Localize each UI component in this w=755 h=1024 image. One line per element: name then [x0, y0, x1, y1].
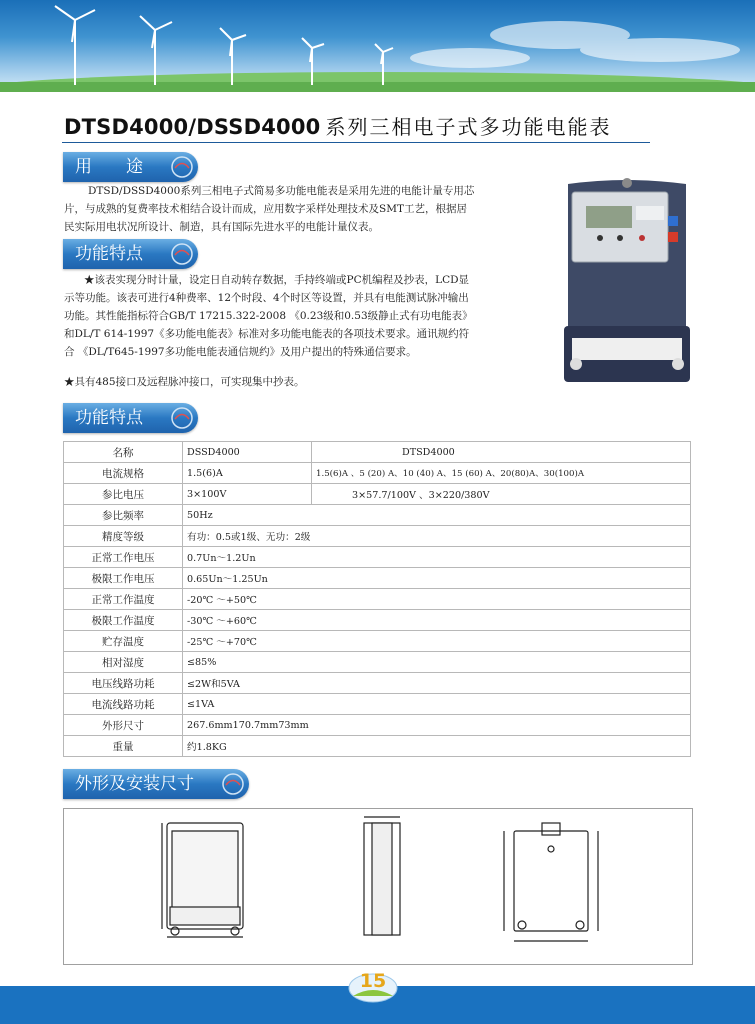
table-row: [64, 694, 691, 715]
table-row: [64, 589, 691, 610]
row-value-dtsd: 1.5(6)A 、5 (20) A、10 (40) A、15 (60) A、20(80)A、30(100)A: [312, 463, 691, 484]
usage-line: DTSD/DSSD4000系列三相电子式简易多功能电能表是采用先进的电能计量专用芯: [88, 185, 475, 197]
emblem-icon: [170, 155, 194, 179]
section-heading-features-label: 功能特点: [75, 244, 143, 264]
emblem-icon: [170, 242, 194, 266]
header-banner: [0, 0, 755, 92]
page-title: [64, 111, 704, 143]
title-model: DTSD4000/DSSD4000: [64, 115, 321, 139]
table-header-row: [64, 442, 691, 463]
row-label: 电压线路功耗: [64, 673, 183, 694]
row-label: 精度等级: [64, 526, 183, 547]
row-label: 参比频率: [64, 505, 183, 526]
features-paragraph: [64, 271, 538, 289]
features-line: 和DL/T 614-1997《多功能电能表》标准对多功能电能表的各项技术要求。通讯规约符: [64, 328, 470, 340]
table-row: [64, 547, 691, 568]
usage-paragraph-cont: [64, 200, 538, 236]
section-heading-specs-label: 功能特点: [75, 408, 143, 428]
dimension-drawing-box: [63, 808, 693, 965]
table-header-cell: DTSD4000: [312, 442, 691, 463]
row-value: 有功：0.5或1级、无功：2级: [183, 526, 691, 547]
row-label: 正常工作电压: [64, 547, 183, 568]
row-value: -30℃ ～+60℃: [183, 610, 691, 631]
usage-line: 民实际用电状况所设计、制造，具有国际先进水平的电能计量仪表。: [64, 221, 379, 233]
row-value: 3×100V: [183, 484, 312, 505]
row-label: 极限工作电压: [64, 568, 183, 589]
side-view-drawing: [364, 817, 400, 935]
features-extra-line: ★具有485接口及远程脉冲接口，可实现集中抄表。: [64, 376, 305, 388]
row-label: 电流线路功耗: [64, 694, 183, 715]
row-label: 极限工作温度: [64, 610, 183, 631]
row-label: 贮存温度: [64, 631, 183, 652]
row-label: 参比电压: [64, 484, 183, 505]
table-row: [64, 484, 691, 505]
section-heading-specs: [63, 403, 198, 433]
row-value: ≤85%: [183, 652, 691, 673]
features-line: 功能。其性能指标符合GB/T 17215.322-2008 《0.23级和0.53级静止式有功电能表》: [64, 310, 473, 322]
table-row: [64, 631, 691, 652]
row-value-dtsd: 3×57.7/100V 、3×220/380V: [312, 484, 691, 505]
usage-paragraph: [64, 182, 538, 200]
table-row: [64, 526, 691, 547]
title-name: 系列三相电子式多功能电能表: [325, 115, 612, 139]
row-label: 外形尺寸: [64, 715, 183, 736]
row-label: 重量: [64, 736, 183, 757]
row-value: 1.5(6)A: [183, 463, 312, 484]
section-heading-features: [63, 239, 198, 269]
row-value: -25℃ ～+70℃: [183, 631, 691, 652]
row-value: 0.65Un～1.25Un: [183, 568, 691, 589]
table-row: [64, 715, 691, 736]
section-heading-usage-label: 用 途: [75, 157, 143, 177]
table-row: [64, 505, 691, 526]
row-value: -20℃ ～+50℃: [183, 589, 691, 610]
table-header-cell: DSSD4000: [183, 442, 312, 463]
row-value: 0.7Un～1.2Un: [183, 547, 691, 568]
table-row: [64, 610, 691, 631]
row-value: ≤1VA: [183, 694, 691, 715]
features-line: 示等功能。该表可进行4种费率、12个时段、4个时区等设置，并具有电能测试脉冲输出: [64, 292, 469, 304]
usage-line: 片，与成熟的复费率技术相结合设计而成，应用数字采样处理技术及SMT工艺，根据居: [64, 203, 467, 215]
features-paragraph-cont: [64, 289, 538, 361]
meter-product-photo: [562, 178, 692, 386]
row-label: 正常工作温度: [64, 589, 183, 610]
emblem-icon: [170, 406, 194, 430]
table-row: [64, 463, 691, 484]
spec-table: [63, 441, 691, 757]
row-value: 约1.8KG: [183, 736, 691, 757]
row-value: 267.6mm170.7mm73mm: [183, 715, 691, 736]
row-label: 电流规格: [64, 463, 183, 484]
features-line: ★该表实现分时计量，设定日自动转存数据，手持终端或PC机编程及抄表，LCD显: [84, 274, 470, 286]
table-row: [64, 652, 691, 673]
back-view-drawing: [504, 823, 598, 941]
table-header-cell: 名称: [64, 442, 183, 463]
page-number: 15: [359, 970, 387, 992]
section-heading-dimensions-label: 外形及安装尺寸: [75, 774, 194, 794]
front-view-drawing: [162, 823, 243, 937]
emblem-icon: [221, 772, 245, 796]
section-heading-usage: [63, 152, 198, 182]
row-label: 相对湿度: [64, 652, 183, 673]
features-line: 合 《DL/T645-1997多功能电能表通信规约》及用户提出的特殊通信要求。: [64, 346, 417, 358]
table-row: [64, 736, 691, 757]
section-heading-dimensions: [63, 769, 249, 799]
table-row: [64, 673, 691, 694]
row-value: ≤2W和5VA: [183, 673, 691, 694]
table-row: [64, 568, 691, 589]
wind-turbine-banner-image: [0, 0, 755, 92]
features-extra: [64, 373, 538, 391]
row-value: 50Hz: [183, 505, 691, 526]
title-divider: [62, 142, 650, 143]
dimension-drawings: [64, 809, 692, 964]
